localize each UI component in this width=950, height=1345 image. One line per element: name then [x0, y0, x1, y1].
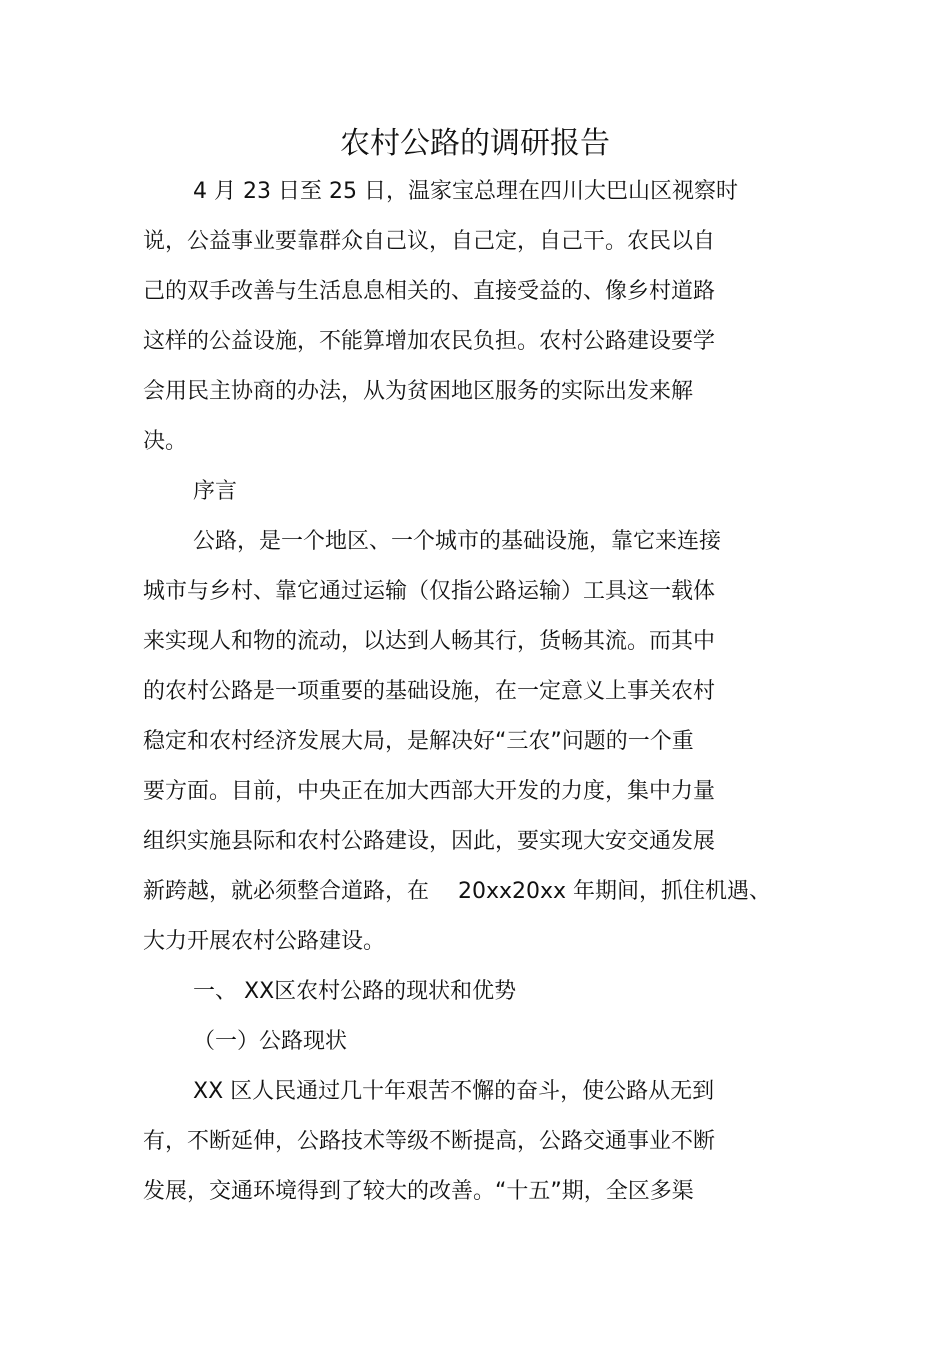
paragraph-line: 4 月 23 日至 25 日，温家宝总理在四川大巴山区视察时: [193, 179, 738, 204]
paragraph-line: 这样的公益设施，不能算增加农民负担。农村公路建设要学: [143, 329, 716, 354]
paragraph-line: 稳定和农村经济发展大局，是解决好“三农”问题的一个重: [143, 729, 694, 754]
paragraph-line: 大力开展农村公路建设。: [143, 929, 386, 954]
paragraph-line: 说，公益事业要靠群众自己议，自己定，自己干。农民以自: [143, 229, 716, 254]
paragraph-line: 要方面。目前，中央正在加大西部大开发的力度，集中力量: [143, 779, 716, 804]
paragraph-line: 发展，交通环境得到了较大的改善。“十五”期，全区多渠: [143, 1179, 694, 1204]
paragraph-line: 公路，是一个地区、一个城市的基础设施，靠它来连接: [193, 529, 722, 554]
paragraph-line: 组织实施县际和农村公路建设，因此，要实现大安交通发展: [143, 829, 716, 854]
paragraph-line: 新跨越，就必须整合道路，在 20xx20xx 年期间，抓住机遇、: [143, 879, 772, 904]
paragraph-line: 己的双手改善与生活息息相关的、直接受益的、像乡村道路: [143, 279, 716, 304]
subsection-heading: （一）公路现状: [193, 1029, 348, 1054]
page-title: 农村公路的调研报告: [340, 126, 610, 161]
paragraph-line: 来实现人和物的流动，以达到人畅其行，货畅其流。而其中: [143, 629, 716, 654]
paragraph-line: 有，不断延伸，公路技术等级不断提高，公路交通事业不断: [143, 1129, 716, 1154]
paragraph-line: 会用民主协商的办法，从为贫困地区服务的实际出发来解: [143, 379, 694, 404]
section-heading: 序言: [193, 479, 238, 504]
paragraph-line: 决。: [143, 429, 188, 454]
paragraph-line: 的农村公路是一项重要的基础设施，在一定意义上事关农村: [143, 679, 716, 704]
paragraph-line: 城市与乡村、靠它通过运输（仅指公路运输）工具这一载体: [143, 579, 716, 604]
paragraph-line: XX 区人民通过几十年艰苦不懈的奋斗，使公路从无到: [193, 1079, 715, 1104]
section-heading: 一、 XX区农村公路的现状和优势: [193, 979, 517, 1004]
